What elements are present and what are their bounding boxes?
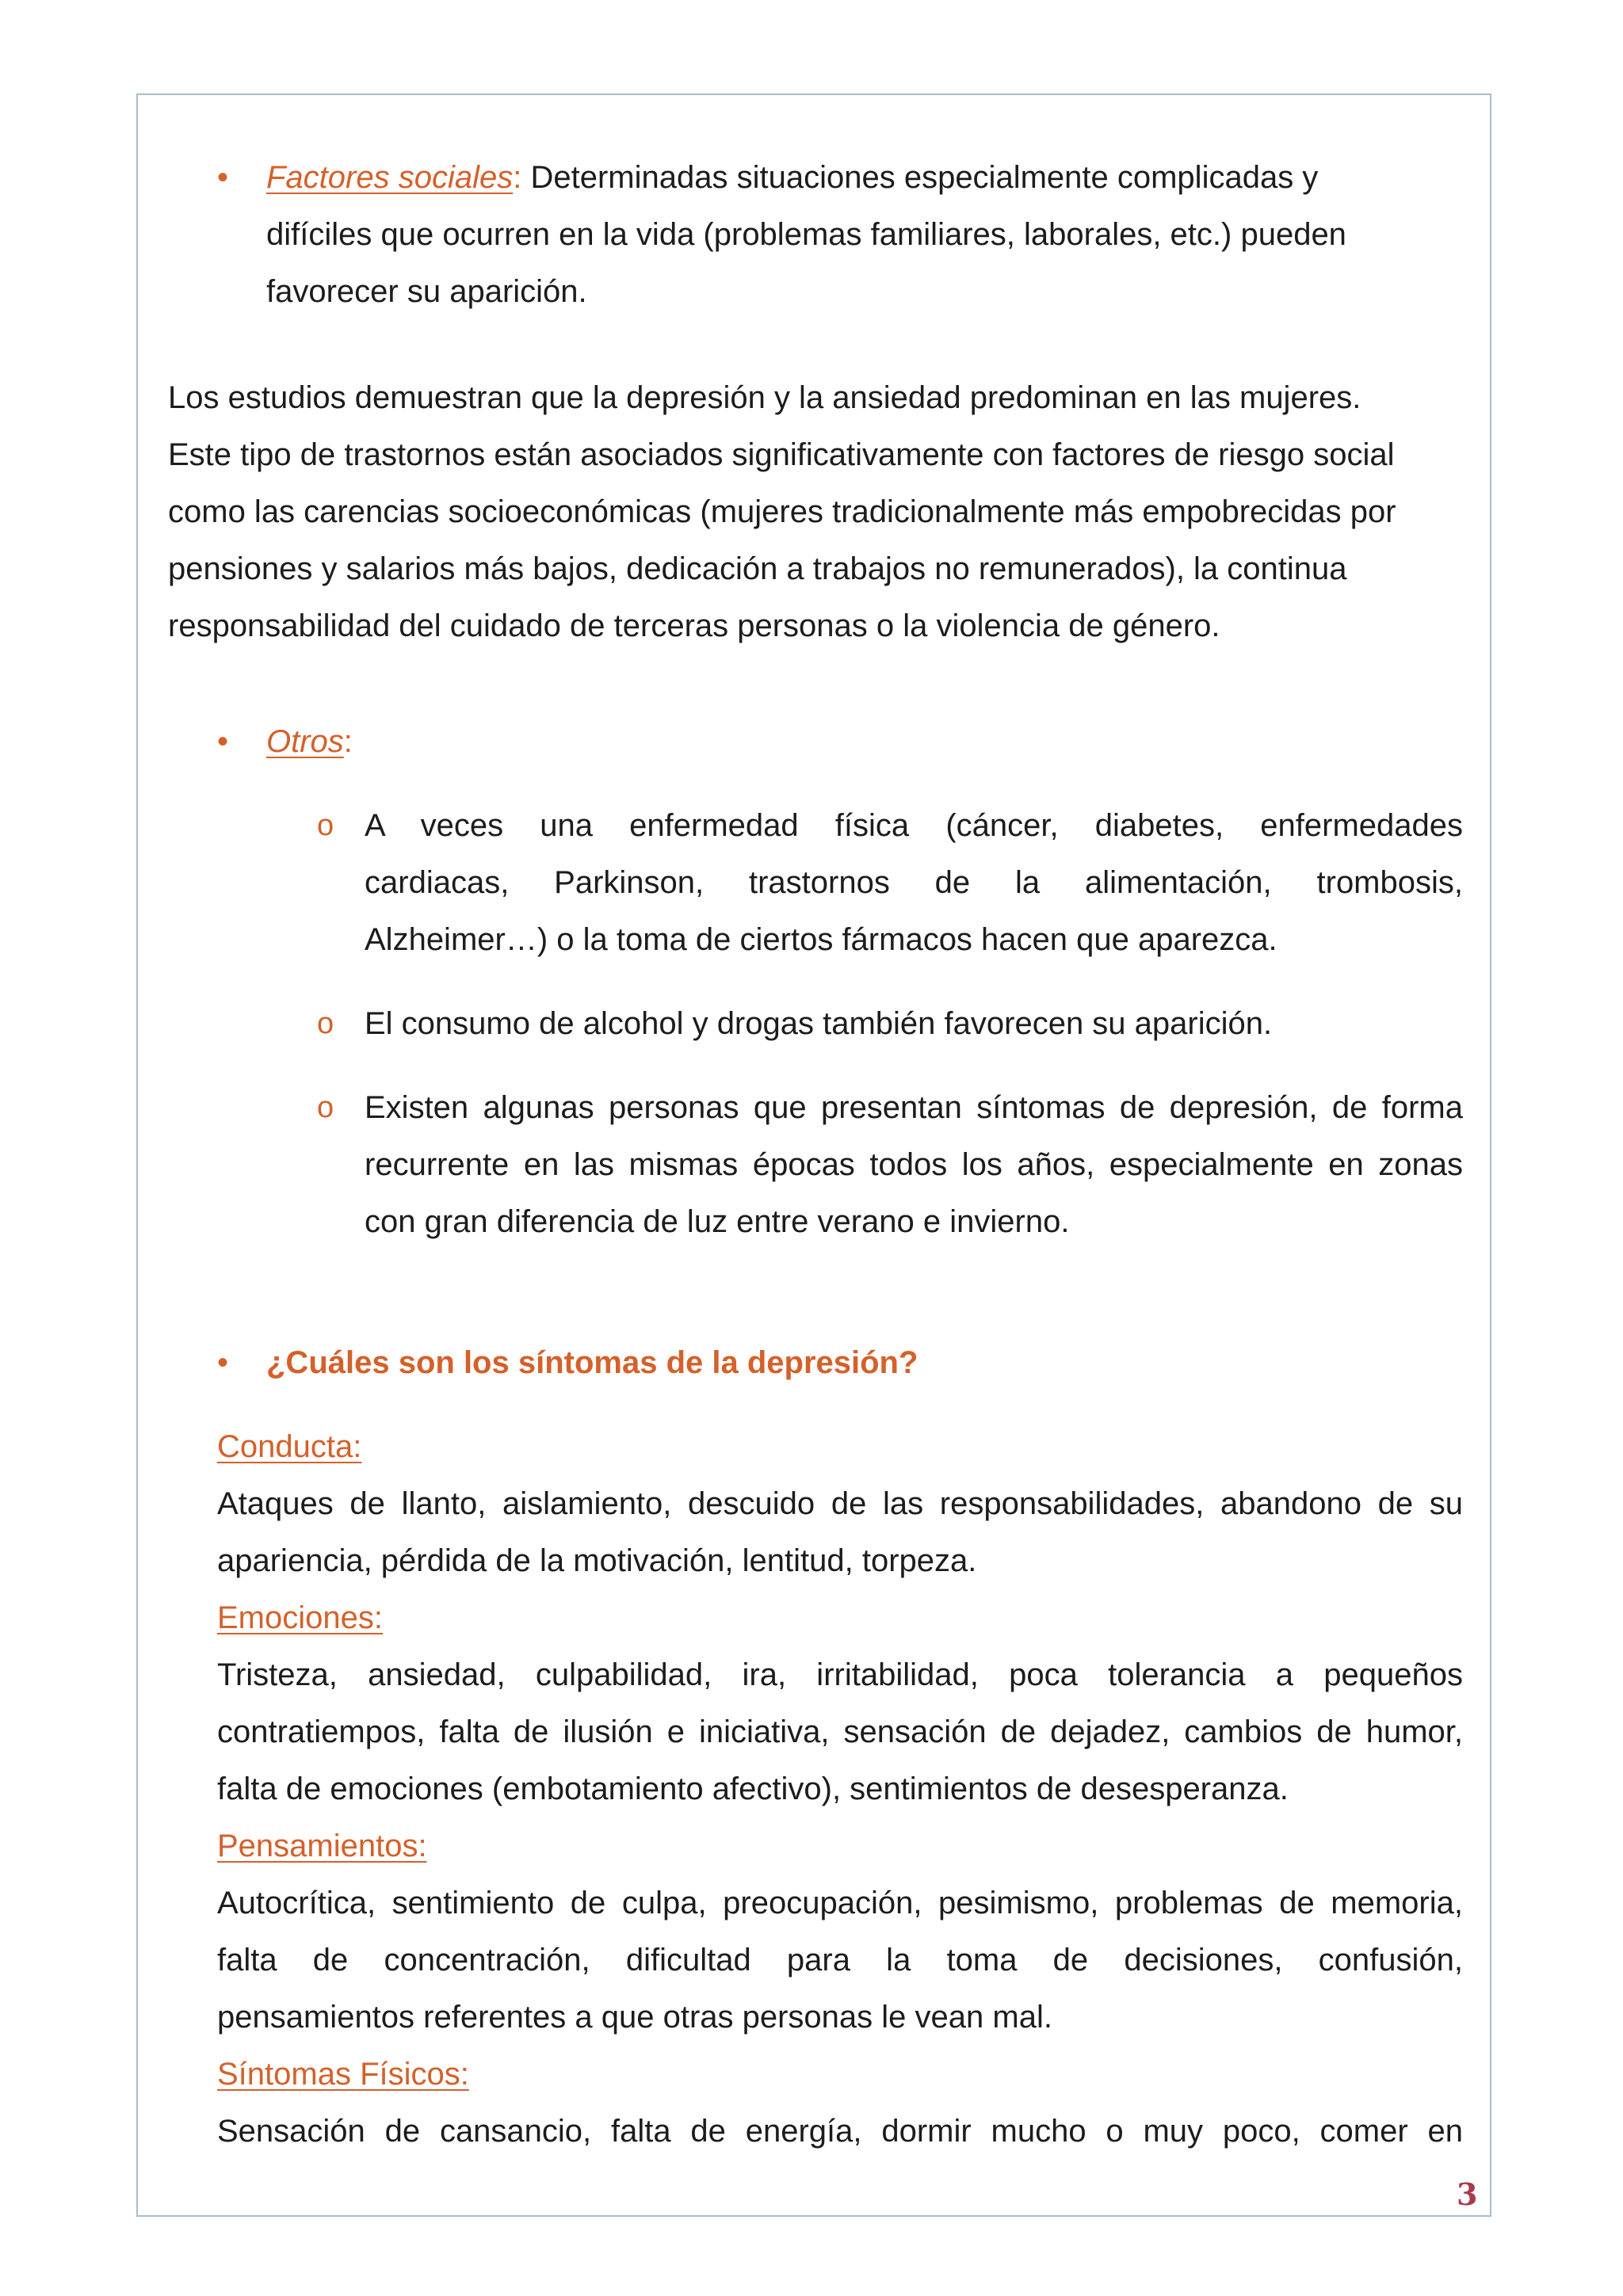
bullet-otros: • <box>217 724 229 759</box>
otros-item-1-line-3: Alzheimer…) o la toma de ciertos fármacos hacen que aparezca. <box>365 922 1277 957</box>
factores-sociales-line-3: favorecer su aparición. <box>266 274 587 309</box>
emociones-line-1: Tristeza, ansiedad, culpabilidad, ira, irritabilidad, poca tolerancia a pequeños <box>217 1657 1463 1692</box>
otros-item-1-line-1: A veces una enfermedad física (cáncer, diabetes, enfermedades <box>365 808 1463 843</box>
otros-item-3-line-2: recurrente en las mismas épocas todos los años, especialmente en zonas <box>365 1147 1463 1182</box>
bullet-factores-sociales: • <box>217 160 229 195</box>
sintomas-fisicos-line-1: Sensación de cansancio, falta de energía, dormir mucho o muy poco, comer en <box>217 2114 1463 2149</box>
otros-item-1-line-2: cardiacas, Parkinson, trastornos de la alimentación, trombosis, <box>365 865 1463 900</box>
pensamientos-line-2: falta de concentración, dificultad para la toma de decisiones, confusión, <box>217 1943 1463 1978</box>
otros-item-2-bullet: o <box>317 1007 334 1040</box>
otros-item-2-line-1: El consumo de alcohol y drogas también favorecen su aparición. <box>365 1006 1273 1041</box>
factores-sociales-line-2: difíciles que ocurren en la vida (problemas familiares, laborales, etc.) pueden <box>266 217 1346 252</box>
emociones-line-3: falta de emociones (embotamiento afectivo), sentimientos de desesperanza. <box>217 1772 1289 1806</box>
conducta-line-1: Ataques de llanto, aislamiento, descuido de las responsabilidades, abandono de su <box>217 1486 1463 1521</box>
otros-heading <box>266 713 353 770</box>
pensamientos-title: Pensamientos: <box>217 1829 427 1863</box>
otros-item-1-bullet: o <box>317 809 334 842</box>
estudios-line-2: Este tipo de trastornos están asociados significativamente con factores de riesgo social <box>168 437 1395 472</box>
otros-item-3-line-1: Existen algunas personas que presentan síntomas de depresión, de forma <box>365 1090 1463 1125</box>
page-number: 3 <box>1457 2176 1478 2212</box>
conducta-line-2: apariencia, pérdida de la motivación, lentitud, torpeza. <box>217 1543 977 1578</box>
emociones-title: Emociones: <box>217 1600 383 1635</box>
factores-sociales-colon: : <box>513 160 522 195</box>
estudios-line-4: pensiones y salarios más bajos, dedicación a trabajos no remunerados), la continua <box>168 551 1347 586</box>
factores-sociales-label: Factores sociales <box>266 160 514 195</box>
emociones-line-2: contratiempos, falta de ilusión e iniciativa, sensación de dejadez, cambios de humor, <box>217 1714 1463 1749</box>
factores-sociales-line-1 <box>266 149 1318 206</box>
sintomas-heading: ¿Cuáles son los síntomas de la depresión? <box>266 1345 918 1380</box>
otros-label: Otros <box>266 724 344 759</box>
pensamientos-line-3: pensamientos referentes a que otras personas le vean mal. <box>217 2000 1052 2035</box>
otros-item-3-bullet: o <box>317 1091 334 1124</box>
otros-item-3-line-3: con gran diferencia de luz entre verano e invierno. <box>365 1204 1070 1239</box>
estudios-line-1: Los estudios demuestran que la depresión y la ansiedad predominan en las mujeres. <box>168 380 1361 415</box>
otros-colon: : <box>343 724 353 759</box>
pensamientos-line-1: Autocrítica, sentimiento de culpa, preocupación, pesimismo, problemas de memoria, <box>217 1886 1463 1920</box>
estudios-line-3: como las carencias socioeconómicas (mujeres tradicionalmente más empobrecidas por <box>168 494 1396 529</box>
factores-sociales-text-1: Determinadas situaciones especialmente complicadas y <box>521 160 1319 195</box>
estudios-line-5: responsabilidad del cuidado de terceras personas o la violencia de género. <box>168 608 1220 643</box>
bullet-sintomas: • <box>217 1345 229 1380</box>
sintomas-fisicos-title: Síntomas Físicos: <box>217 2057 469 2092</box>
conducta-title: Conducta: <box>217 1429 362 1464</box>
